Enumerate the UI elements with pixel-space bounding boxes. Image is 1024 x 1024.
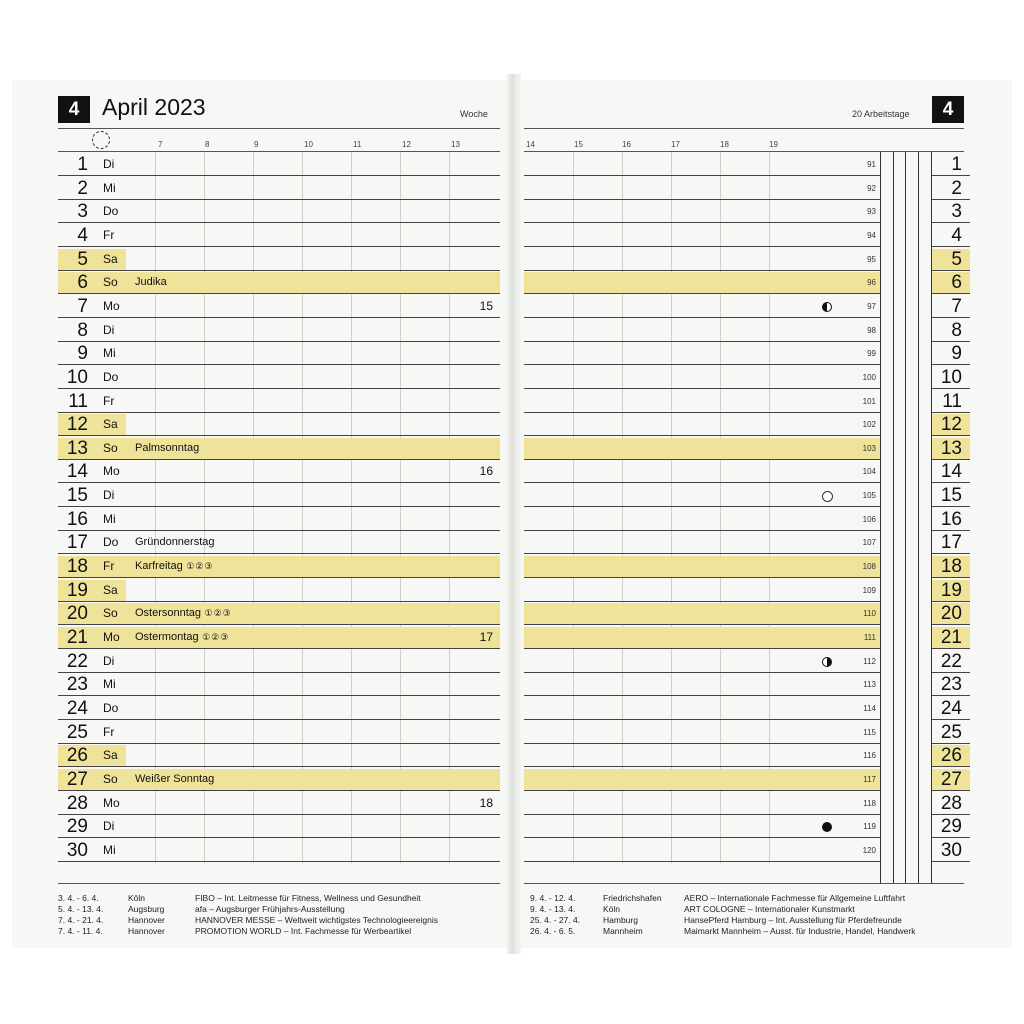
day-highlight: [58, 769, 500, 790]
day-row-right: [524, 555, 970, 578]
day-number: 13: [66, 437, 88, 459]
day-number: 17: [66, 532, 88, 554]
day-row-right: [524, 768, 970, 791]
day-row-right: [524, 200, 970, 223]
header-rule-right: [524, 128, 964, 129]
day-number-right: 3: [951, 201, 962, 223]
row-rule: [524, 861, 880, 862]
day-number-right: 9: [951, 343, 962, 365]
fair-dates: 9. 4. - 12. 4.: [530, 893, 576, 903]
day-row: [58, 673, 500, 696]
holiday-name: Weißer Sonntag: [135, 772, 215, 785]
day-of-year: 119: [863, 822, 876, 832]
day-row-right: [524, 815, 970, 838]
day-row-right: [524, 721, 970, 744]
sun-icon: [92, 131, 110, 149]
holiday-label: [135, 768, 214, 791]
day-row: [58, 602, 500, 625]
holiday-state-icons: ①②③: [182, 561, 214, 572]
fair-city: Hannover: [128, 926, 165, 936]
day-number: 16: [66, 508, 88, 530]
day-row: [58, 721, 500, 744]
hour-label: 7: [158, 140, 163, 149]
day-row-right: [524, 792, 970, 815]
month-badge-left: 4: [58, 96, 90, 123]
hour-label: 13: [451, 140, 460, 149]
day-row: [58, 342, 500, 365]
day-highlight: [524, 438, 880, 459]
day-row-right: [524, 248, 970, 271]
fair-dates: 5. 4. - 13. 4.: [58, 904, 104, 914]
day-row-right: [524, 744, 970, 767]
fair-dates: 25. 4. - 27. 4.: [530, 915, 581, 925]
day-row-right: [524, 342, 970, 365]
weekday-label: So: [103, 606, 118, 621]
fair-desc: HansePferd Hamburg – Int. Ausstellung für Pferdefreunde: [684, 915, 902, 925]
weekday-label: Di: [103, 488, 115, 503]
fair-desc: ART COLOGNE – Internationaler Kunstmarkt: [684, 904, 855, 914]
holiday-name: Palmsonntag: [135, 441, 200, 454]
weekday-label: So: [103, 771, 118, 786]
weekday-label: Do: [103, 369, 119, 384]
day-row: [58, 508, 500, 531]
day-number-right: 30: [940, 839, 962, 861]
week-number: 15: [479, 298, 493, 313]
day-of-year: 91: [867, 160, 876, 169]
hour-label: 12: [402, 140, 411, 149]
day-number: 8: [77, 319, 88, 341]
day-of-year: 92: [867, 183, 876, 193]
day-number-right: 22: [940, 650, 962, 672]
day-number-right: 7: [951, 295, 962, 317]
holiday-label: [135, 271, 167, 294]
day-of-year: 96: [867, 278, 876, 288]
day-highlight: [58, 556, 500, 577]
day-number-right: 6: [951, 272, 962, 294]
fair-dates: 7. 4. - 21. 4.: [58, 915, 104, 925]
day-row: [58, 768, 500, 791]
day-number: 24: [66, 697, 88, 719]
day-of-year: 115: [863, 727, 876, 737]
hour-label: 8: [205, 140, 210, 149]
weekday-label: Sa: [103, 417, 118, 432]
day-row-right: [524, 626, 970, 649]
day-of-year: 120: [862, 845, 876, 855]
day-highlight: [58, 603, 500, 624]
fair-desc: HANNOVER MESSE – Weltweit wichtigstes Technologieereignis: [195, 915, 438, 925]
day-row: [58, 531, 500, 554]
week-number: 18: [479, 795, 493, 810]
day-row: [58, 437, 500, 460]
fair-desc: PROMOTION WORLD – Int. Fachmesse für Werbeartikel: [195, 926, 412, 936]
day-number-right: 27: [940, 768, 962, 790]
day-row: [58, 413, 500, 436]
day-of-year: 95: [867, 254, 876, 264]
fair-dates: 3. 4. - 6. 4.: [58, 893, 99, 903]
day-number: 18: [66, 556, 88, 578]
workdays-label: 20 Arbeitstage: [852, 109, 910, 119]
weekday-label: Sa: [103, 251, 118, 266]
day-number-right: 20: [940, 603, 962, 625]
day-row: [58, 579, 500, 602]
day-row-right: [524, 390, 970, 413]
month-badge-right: 4: [932, 96, 964, 123]
day-of-year: 111: [863, 633, 876, 642]
day-number: 20: [66, 603, 88, 625]
day-of-year: 108: [862, 562, 876, 572]
day-of-year: 99: [867, 349, 876, 359]
day-row-right: [524, 531, 970, 554]
hour-label: 11: [353, 140, 362, 149]
weekday-label: Mi: [103, 180, 116, 195]
day-row: [58, 248, 500, 271]
day-number: 30: [66, 839, 88, 861]
day-row-right: [524, 366, 970, 389]
day-number-right: 15: [940, 485, 962, 507]
day-number: 3: [77, 201, 88, 223]
day-of-year: 100: [862, 372, 876, 382]
hour-rule-right: [524, 151, 964, 152]
day-number-right: 29: [940, 816, 962, 838]
week-label: Woche: [460, 109, 488, 119]
fair-city: Hamburg: [603, 915, 638, 925]
day-number: 1: [77, 154, 88, 175]
day-number: 6: [77, 272, 88, 294]
day-of-year: 101: [862, 396, 876, 406]
day-number: 11: [68, 390, 88, 412]
moon-new-icon: [822, 822, 832, 832]
weekday-label: Di: [103, 157, 115, 171]
day-number: 22: [66, 650, 88, 672]
day-row-right: [524, 579, 970, 602]
hour-label: 16: [622, 140, 631, 149]
day-number-right: 19: [940, 579, 962, 601]
day-of-year: 118: [863, 798, 876, 808]
day-number-right: 16: [940, 508, 962, 530]
weekday-label: Fr: [103, 559, 115, 574]
day-number: 2: [77, 177, 88, 199]
day-row-right: [524, 437, 970, 460]
day-number: 14: [66, 461, 88, 483]
day-row: [58, 271, 500, 294]
day-number: 4: [77, 224, 88, 246]
day-number: 7: [77, 295, 88, 317]
day-highlight: [524, 556, 880, 577]
holiday-name: Ostersonntag: [135, 607, 202, 620]
moon-first-icon: [822, 657, 832, 667]
day-of-year: 106: [862, 514, 876, 524]
holiday-state-icons: ①②③: [201, 608, 232, 619]
holiday-label: [135, 555, 213, 578]
day-number-right: 12: [940, 414, 962, 436]
day-row: [58, 744, 500, 767]
day-of-year: 103: [862, 443, 876, 453]
day-row: [58, 839, 500, 862]
day-number: 21: [66, 627, 88, 648]
day-number-right: 24: [940, 697, 962, 719]
day-number-right: 28: [940, 792, 962, 814]
day-row: [58, 319, 500, 342]
day-row: [58, 484, 500, 507]
day-row-right: [524, 295, 970, 318]
month-title: April 2023: [102, 94, 206, 120]
day-highlight: [524, 603, 880, 624]
fair-city: Hannover: [128, 915, 165, 925]
fair-desc: Maimarkt Mannheim – Ausst. für Industrie, Handel, Handwerk: [684, 926, 916, 936]
day-row-right: [524, 177, 970, 200]
day-row: [58, 295, 500, 318]
weekday-label: Fr: [103, 227, 115, 242]
weekday-label: Sa: [103, 582, 118, 597]
day-number: 19: [66, 579, 88, 601]
day-row-right: [524, 650, 970, 673]
fair-desc: FIBO – Int. Leitmesse für Fitness, Wellness und Gesundheit: [195, 893, 421, 903]
day-row: [58, 697, 500, 720]
day-of-year: 112: [863, 656, 876, 666]
day-row: [58, 815, 500, 838]
weekday-label: Di: [103, 653, 115, 668]
week-number: 16: [479, 464, 493, 479]
day-highlight: [58, 627, 500, 648]
day-of-year: 105: [862, 491, 876, 501]
day-number-right: 13: [940, 437, 962, 459]
day-row-right: [524, 484, 970, 507]
day-highlight: [58, 438, 500, 459]
hour-label: 10: [304, 140, 313, 149]
fair-city: Köln: [603, 904, 621, 914]
day-of-year: 110: [863, 609, 876, 619]
day-of-year: 116: [863, 751, 876, 761]
holiday-label: [135, 626, 229, 649]
weekday-label: So: [103, 440, 118, 455]
day-row-right: [524, 839, 970, 862]
day-number: 10: [66, 366, 88, 388]
day-of-year: 113: [863, 680, 876, 690]
day-number: 28: [66, 792, 88, 814]
day-highlight: [524, 769, 880, 790]
day-row: [58, 366, 500, 389]
day-number-right: 26: [940, 745, 962, 767]
day-row-right: [524, 224, 970, 247]
day-number-right: 11: [942, 390, 962, 412]
day-row-right: [524, 153, 970, 176]
holiday-name: Karfreitag: [135, 560, 183, 573]
week-number: 17: [479, 630, 493, 644]
day-number-right: 5: [951, 248, 962, 270]
day-of-year: 98: [867, 325, 876, 335]
fair-city: Friedrichshafen: [603, 893, 662, 903]
day-number: 29: [66, 816, 88, 838]
book-gutter: [507, 74, 521, 954]
weekday-label: Do: [103, 535, 119, 550]
day-row: [58, 390, 500, 413]
weekday-label: Mi: [103, 677, 116, 692]
weekday-label: Sa: [103, 748, 118, 763]
hour-label: 18: [720, 140, 729, 149]
hour-label: 17: [671, 140, 680, 149]
weekday-label: Di: [103, 819, 115, 834]
bottom-rule-left: [58, 883, 500, 884]
day-of-year: 114: [863, 703, 876, 713]
day-number-right: 17: [940, 532, 962, 554]
fair-city: Köln: [128, 893, 146, 903]
moon-last-icon: [822, 302, 832, 312]
holiday-label: [135, 531, 215, 554]
holiday-label: [135, 602, 232, 625]
weekday-label: Mi: [103, 842, 116, 857]
row-rule: [58, 861, 500, 862]
holiday-name: Ostermontag: [135, 631, 199, 643]
hour-rule-left: [58, 151, 500, 152]
holiday-label: [135, 437, 199, 460]
day-of-year: 107: [862, 538, 876, 548]
day-row-right: [524, 413, 970, 436]
weekday-label: Mo: [103, 464, 120, 479]
weekday-label: Fr: [103, 724, 115, 739]
day-number-right: 10: [940, 366, 962, 388]
day-row: [58, 626, 500, 649]
day-row: [58, 153, 500, 176]
holiday-name: Judika: [135, 276, 167, 289]
day-row: [58, 177, 500, 200]
day-of-year: 97: [867, 301, 876, 311]
fair-city: Augsburg: [128, 904, 165, 914]
weekday-label: Do: [103, 204, 119, 219]
weekday-label: Mo: [103, 298, 120, 313]
fair-desc: AERO – Internationale Fachmesse für Allgemeine Luftfahrt: [684, 893, 906, 903]
day-of-year: 102: [862, 420, 876, 430]
holiday-state-icons: ①②③: [198, 632, 230, 642]
fair-city: Mannheim: [603, 926, 643, 936]
weekday-label: Do: [103, 700, 119, 715]
weekday-label: Fr: [103, 393, 115, 408]
day-row: [58, 224, 500, 247]
holiday-name: Gründonnerstag: [135, 536, 215, 549]
day-row: [58, 555, 500, 578]
day-number-right: 14: [940, 461, 962, 483]
day-number-right: 4: [951, 224, 962, 246]
hour-label: 14: [526, 140, 535, 149]
day-highlight: [58, 272, 500, 293]
moon-full-icon: [822, 491, 833, 502]
day-number: 9: [77, 343, 88, 365]
weekday-label: So: [103, 275, 118, 290]
day-row: [58, 200, 500, 223]
day-number: 5: [77, 248, 88, 270]
fair-desc: afa – Augsburger Frühjahrs-Ausstellung: [195, 904, 345, 914]
weekday-label: Mo: [103, 795, 120, 810]
fair-dates: 26. 4. - 6. 5.: [530, 926, 576, 936]
day-number-right: 8: [951, 319, 962, 341]
day-row-right: [524, 602, 970, 625]
day-highlight: [524, 627, 880, 648]
hour-label: 15: [574, 140, 583, 149]
weekday-label: Mo: [103, 630, 120, 644]
fair-dates: 7. 4. - 11. 4.: [58, 926, 103, 936]
day-of-year: 117: [863, 774, 876, 784]
day-number: 12: [66, 414, 88, 436]
day-of-year: 94: [867, 230, 876, 240]
day-number-right: 18: [940, 556, 962, 578]
day-highlight: [524, 272, 880, 293]
day-of-year: 109: [862, 585, 876, 595]
day-number-right: 1: [951, 154, 962, 175]
day-row-right: [524, 697, 970, 720]
day-number: 27: [66, 768, 88, 790]
day-number-right: 25: [940, 721, 962, 743]
day-row-right: [524, 508, 970, 531]
day-row: [58, 460, 500, 483]
hour-label: 9: [254, 140, 259, 149]
day-row-right: [524, 319, 970, 342]
day-number-right: 2: [951, 177, 962, 199]
day-row: [58, 650, 500, 673]
day-number: 15: [66, 485, 88, 507]
header-rule-left: [58, 128, 500, 129]
day-number-right: 21: [940, 627, 962, 648]
fair-dates: 9. 4. - 13. 4.: [530, 904, 576, 914]
day-of-year: 93: [867, 207, 876, 217]
bottom-rule-right: [524, 883, 964, 884]
day-of-year: 104: [862, 467, 876, 477]
day-row-right: [524, 673, 970, 696]
day-row: [58, 792, 500, 815]
hour-label: 19: [769, 140, 778, 149]
day-number: 26: [66, 745, 88, 767]
weekday-label: Di: [103, 322, 115, 337]
day-number: 25: [66, 721, 88, 743]
weekday-label: Mi: [103, 511, 116, 526]
day-number: 23: [66, 674, 88, 696]
day-row-right: [524, 460, 970, 483]
day-number-right: 23: [940, 674, 962, 696]
weekday-label: Mi: [103, 346, 116, 361]
day-row-right: [524, 271, 970, 294]
